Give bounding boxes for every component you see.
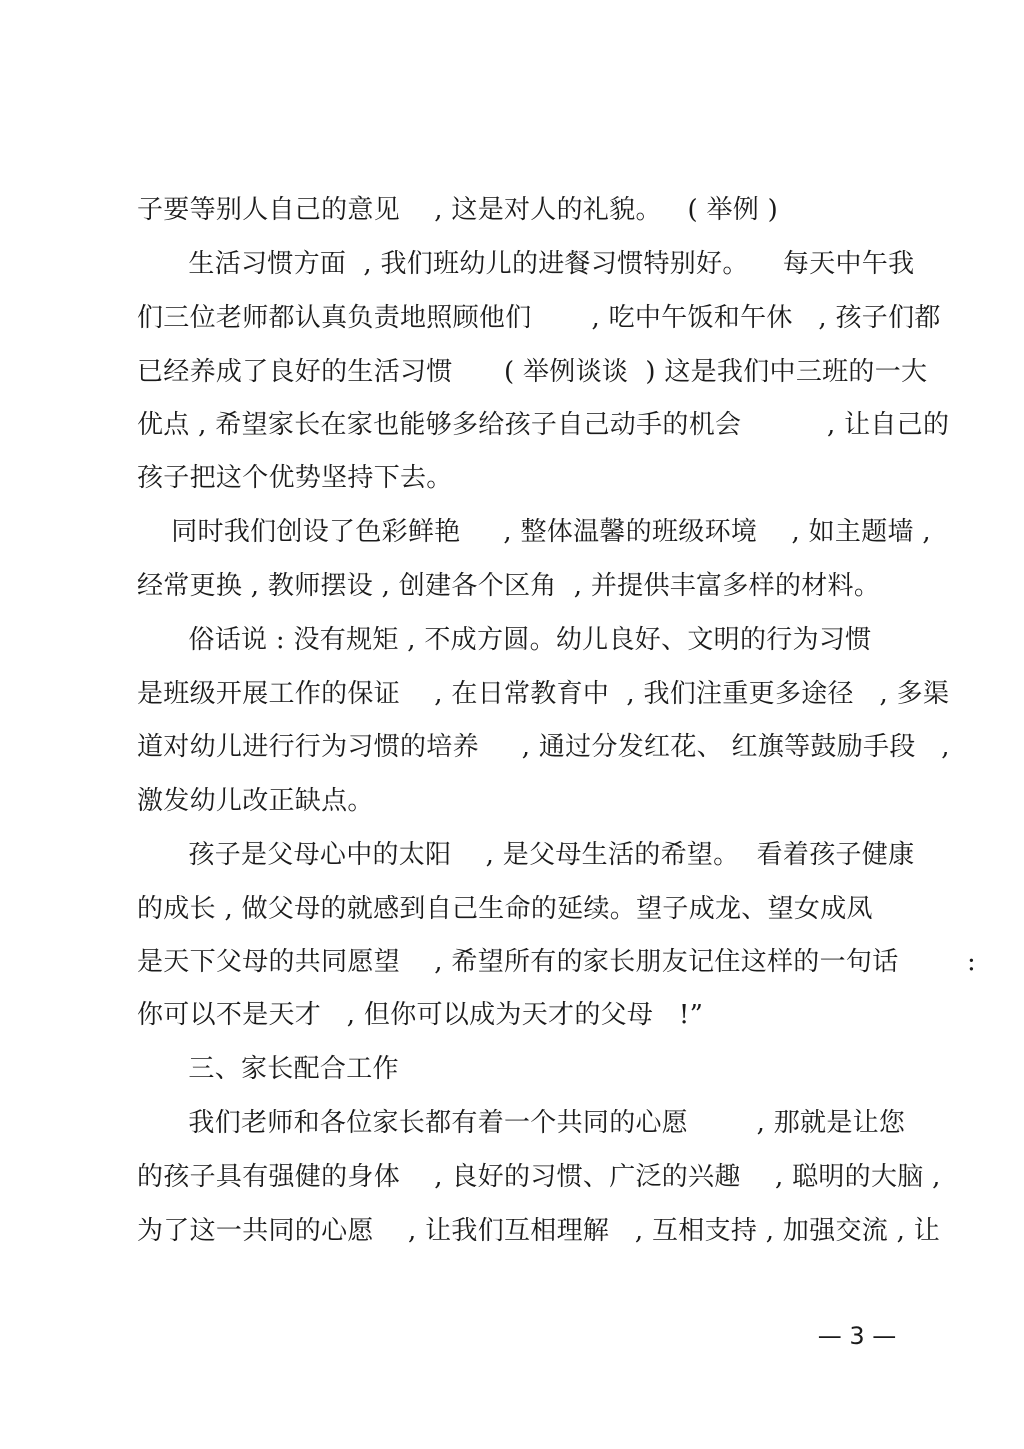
- text-line: 道对幼儿进行行为习惯的培养 , 通过分发红花、 红旗等鼓励手段 ,: [137, 732, 950, 762]
- text-line: 的孩子具有强健的身体 , 良好的习惯、广泛的兴趣 , 聪明的大脑 ,: [137, 1162, 941, 1192]
- text-line: 经常更换 , 教师摆设 , 创建各个区角 , 并提供丰富多样的材料。: [137, 571, 881, 601]
- page-number: — 3 —: [817, 1322, 897, 1350]
- text-line: 孩子把这个优势坚持下去。: [137, 463, 453, 493]
- text-line: 是天下父母的共同愿望 , 希望所有的家长朋友记住这样的一句话 :: [137, 947, 977, 977]
- text-line: 俗话说 : 没有规矩 , 不成方圆。幼儿良好、文明的行为习惯: [137, 625, 872, 655]
- text-line: 你可以不是天才 , 但你可以成为天才的父母 !”: [137, 1000, 704, 1030]
- text-line: 的成长 , 做父母的就感到自己生命的延续。望子成龙、望女成凤: [137, 894, 873, 924]
- text-line: 们三位老师都认真负责地照顾他们 , 吃中午饭和午休 , 孩子们都: [137, 303, 941, 333]
- text-line: 已经养成了良好的生活习惯 ( 举例谈谈 ) 这是我们中三班的一大: [137, 357, 928, 387]
- text-line: 子要等别人自己的意见 , 这是对人的礼貌。 ( 举例 ): [137, 195, 779, 225]
- text-line: 生活习惯方面 , 我们班幼儿的进餐习惯特别好。 每天中午我: [137, 249, 915, 279]
- text-line: 激发幼儿改正缺点。: [137, 786, 374, 816]
- text-line: 孩子是父母心中的太阳 , 是父母生活的希望。 看着孩子健康: [137, 840, 915, 870]
- section-heading: 三、家长配合工作: [137, 1054, 399, 1084]
- text-line: 同时我们创设了色彩鲜艳 , 整体温馨的班级环境 , 如主题墙 ,: [137, 517, 931, 547]
- text-line: 是班级开展工作的保证 , 在日常教育中 , 我们注重更多途径 , 多渠: [137, 679, 950, 709]
- text-line: 优点 , 希望家长在家也能够多给孩子自己动手的机会 , 让自己的: [137, 410, 950, 440]
- text-line: 我们老师和各位家长都有着一个共同的心愿 , 那就是让您: [137, 1108, 906, 1138]
- text-line: 为了这一共同的心愿 , 让我们互相理解 , 互相支持 , 加强交流 , 让: [137, 1216, 941, 1246]
